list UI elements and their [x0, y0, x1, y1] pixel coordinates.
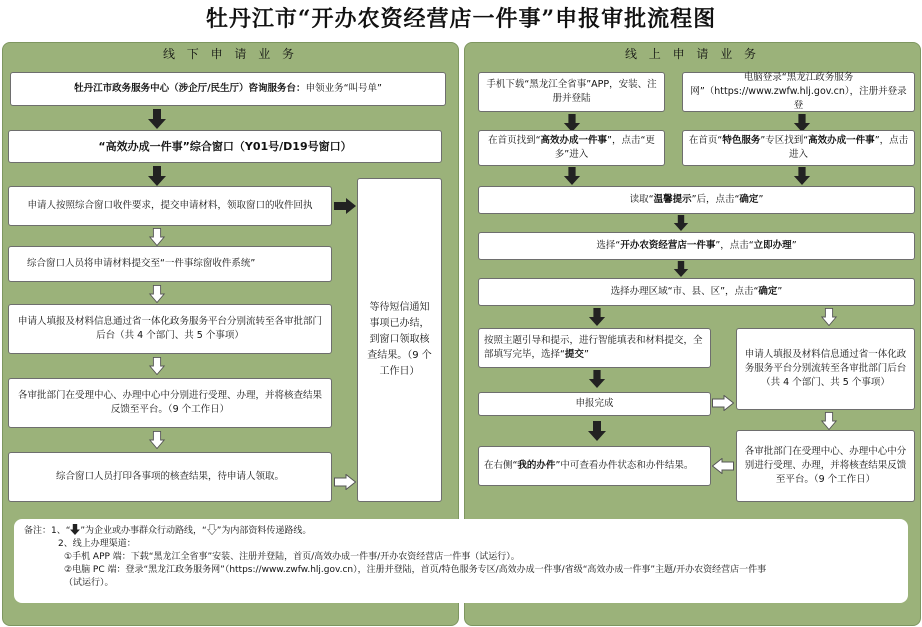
app-download-box: 手机下载“黑龙江全省事”APP，安装、注册并登陆 [478, 72, 665, 112]
page-title: 牡丹江市“开办农资经营店一件事”申报审批流程图 [205, 6, 717, 32]
arrow-internal-r1 [820, 308, 838, 326]
fill-submit-box: 按照主题引导和提示，进行智能填表和材料提交，全部填写完毕，选择“提交” [478, 328, 711, 368]
step-flow-depts: 申请人填报及材料信息通过省一体化政务服务平台分别流转至各审批部门后台（共 4 个部门、共 5 个事项） [8, 304, 332, 354]
arrow-pc-2 [793, 167, 811, 185]
arrow-internal-3 [148, 357, 166, 375]
arrow-right-to-wait [334, 198, 356, 214]
legend-internal-arrow-icon [207, 524, 217, 535]
arrow-down-2 [148, 166, 166, 186]
note-line-5: （试运行）。 [64, 578, 114, 588]
notes-box [14, 519, 908, 603]
service-center-text: 牡丹江市政务服务中心（涉企厅/民生厅）咨询服务台： [74, 83, 306, 94]
arrow-down-1 [148, 109, 166, 129]
step-system-entry: 综合窗口人员将申请材料提交至“一件事综窗收件系统” [8, 246, 332, 282]
step-dept-review: 各审批部门在受理中心、办理中心中分别进行受理、办理，并将核查结果反馈至平台。（9 个工作日） [8, 378, 332, 428]
view-status-box: 在右侧“我的办件”中可查看办件状态和办件结果。 [478, 446, 711, 486]
online-flow-depts: 申请人填报及材料信息通过省一体化政务服务平台分别流转至各审批部门后台（共 4 个部门、共 5 个事项） [736, 328, 915, 410]
legend-action-arrow-icon [70, 524, 80, 535]
pc-login-box: 电脑登录“黑龙江政务服务网”（https://www.zwfw.hlj.gov.cn），注册并登录登 [682, 72, 915, 112]
wait-notice-box: 等待短信通知事项已办结，到窗口领取核查结果。（9 个工作日） [357, 178, 442, 502]
arrow-app-2 [563, 167, 581, 185]
arrow-internal-4 [148, 431, 166, 449]
arrow-online-5 [588, 308, 606, 326]
service-center-sub: 申领业务“叫号单” [305, 83, 382, 94]
arrow-online-3 [672, 215, 690, 231]
pc-home-box: 在首页“特色服务”专区找到“高效办成一件事”，点击进入 [682, 130, 915, 166]
arrow-internal-back [712, 458, 734, 474]
online-dept-review: 各审批部门在受理中心、办理中心中分别进行受理、办理，并将核查结果反馈至平台。（9 个工作日） [736, 430, 915, 502]
note-line-2: 2、线上办理渠道： [58, 539, 136, 549]
note-line-4: ②电脑 PC 端：登录“黑龙江政务服务网”（https://www.zwfw.hlj.gov.cn），注册并登陆，首页/特色服务专区/高效办成一件事/省级“高效办成一件事”主题/开办农资经营店一件事 [64, 565, 767, 575]
step-submit-materials: 申请人按照综合窗口收件要求，提交申请材料，领取窗口的收件回执 [8, 186, 332, 226]
arrow-internal-1 [148, 228, 166, 246]
service-center-box [10, 72, 446, 106]
online-header: 线 上 申 请 业 务 [624, 47, 761, 61]
window-box: “高效办成一件事”综合窗口（Y01号/D19号窗口） [8, 130, 442, 163]
note-line-1: 备注：1、“ ”为企业或办事群众行动路线，“ ”为内部资料传递路线。 [24, 526, 312, 536]
app-home-box: 在首页找到“高效办成一件事”，点击“更多”进入 [478, 130, 665, 166]
arrow-internal-2 [148, 285, 166, 303]
arrow-online-6 [588, 370, 606, 388]
arrow-internal-r2 [820, 412, 838, 430]
submit-done-box: 申报完成 [478, 392, 711, 416]
region-box: 选择办理区域“市、县、区”，点击“确定” [478, 278, 915, 306]
offline-header: 线 下 申 请 业 务 [162, 47, 299, 61]
arrow-internal-to-wait [334, 474, 356, 490]
arrow-internal-done [712, 395, 734, 411]
arrow-online-4 [672, 261, 690, 277]
arrow-online-7 [588, 420, 606, 442]
step-print-results: 综合窗口人员打印各事项的核查结果，待申请人领取。 [8, 452, 332, 502]
note-line-3: ①手机 APP 端：下载“黑龙江全省事”安装、注册并登陆，首页/高效办成一件事/开办农资经营店一件事（试运行）。 [64, 552, 520, 562]
tip-box: 读取“温馨提示”后，点击“确定” [478, 186, 915, 214]
select-item-box: 选择“开办农资经营店一件事”，点击“立即办理” [478, 232, 915, 260]
